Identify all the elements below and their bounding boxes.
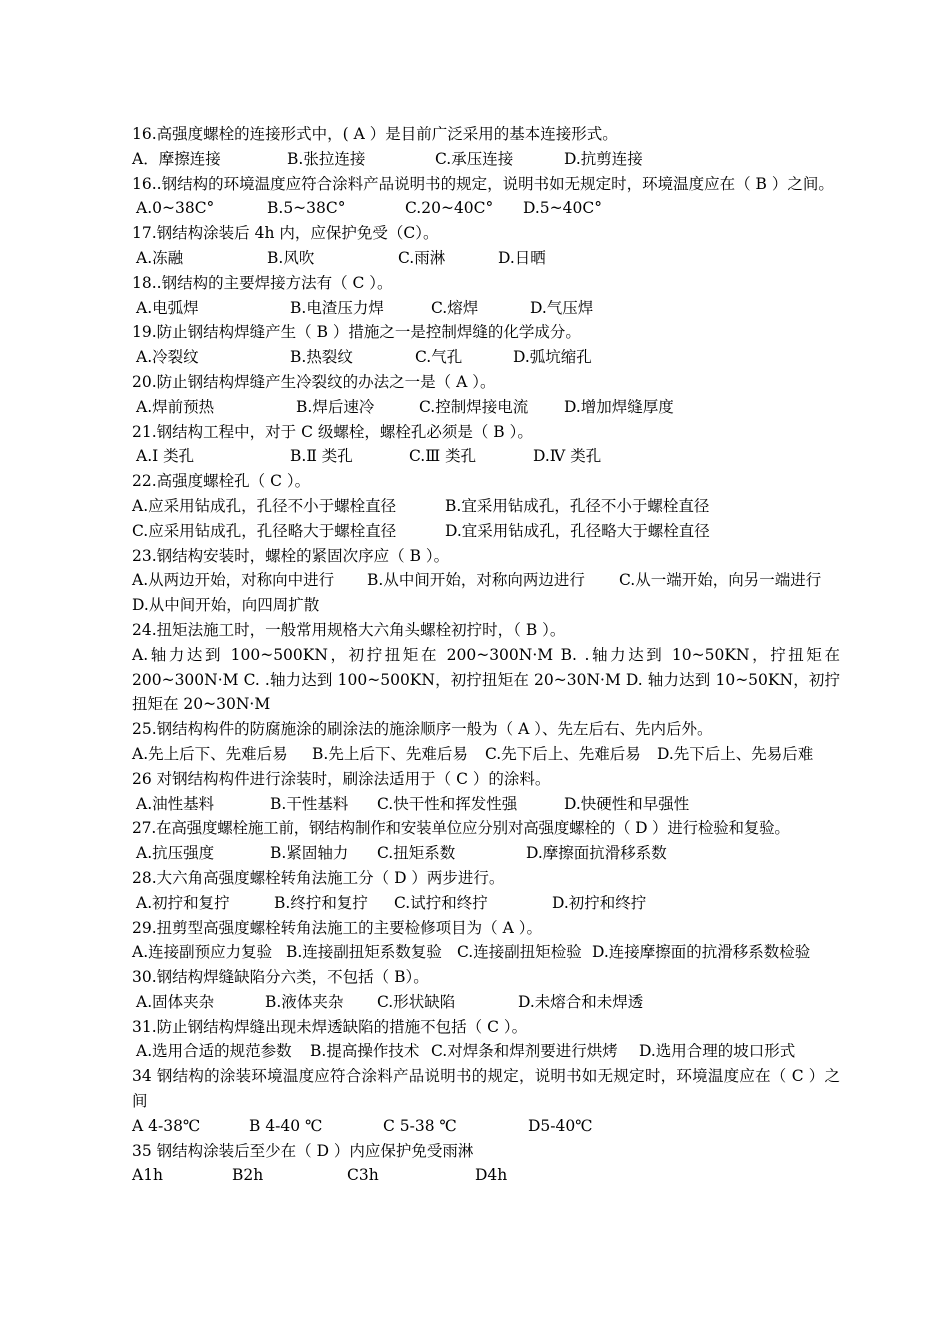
option-d: D.初拧和终拧: [552, 893, 647, 912]
option-d: D.气压焊: [530, 298, 594, 317]
options-21: [132, 444, 840, 469]
option-a: A.选用合适的规范参数: [136, 1042, 292, 1061]
options-22-row2: [132, 519, 840, 544]
question-28: 28.大六角高强度螺栓转角法施工分（ D ）两步进行。: [132, 868, 505, 887]
option-c: C.试拧和终拧: [394, 893, 488, 912]
option-c: C.控制焊接电流: [419, 397, 529, 416]
option-c: C.承压连接: [435, 149, 514, 168]
options-29: [132, 940, 840, 965]
option-d: D.Ⅳ 类孔: [533, 447, 602, 466]
options-16b: [132, 196, 840, 221]
option-c: C.对焊条和焊剂要进行烘烤: [431, 1042, 618, 1061]
question-29: 29.扭剪型高强度螺栓转角法施工的主要检修项目为（ A ）。: [132, 918, 542, 937]
option-a: A.冻融: [136, 248, 184, 267]
option-b: B.干性基料: [270, 794, 349, 813]
option-d: D.快硬性和早强性: [564, 794, 690, 813]
option-a: A.冷裂纹: [136, 348, 199, 367]
options-22-row1: [132, 494, 840, 519]
option-d: D.增加焊缝厚度: [564, 397, 674, 416]
option-c: C.扭矩系数: [377, 844, 456, 863]
option-c: C.熔焊: [431, 298, 479, 317]
options-35: [132, 1163, 840, 1188]
option-d: D.先下后上、先易后难: [657, 744, 814, 763]
options-17: [132, 246, 840, 271]
option-c: C3h: [347, 1166, 379, 1185]
question-24: 24.扭矩法施工时，一般常用规格大六角头螺栓初拧时，（ B ）。: [132, 620, 566, 639]
option-d: D.选用合理的坡口形式: [639, 1042, 796, 1061]
option-c: C.20~40C°: [405, 199, 494, 218]
option-b: B.热裂纹: [290, 348, 353, 367]
option-b: B.5~38C°: [267, 199, 346, 218]
option-c: C.连接副扭矩检验: [457, 943, 582, 962]
option-c: C.气孔: [415, 348, 463, 367]
option-d: D.5~40C°: [523, 199, 602, 218]
option-b: B.从中间开始，对称向两边进行: [367, 571, 585, 590]
options-16a: [132, 147, 840, 172]
option-c: C.雨淋: [398, 248, 446, 267]
option-a: A.油性基料: [136, 794, 215, 813]
option-a: A.从两边开始，对称向中进行: [132, 571, 335, 590]
question-35: 35 钢结构涂装后至少在（ D ）内应保护免受雨淋: [132, 1141, 474, 1160]
option-b: B.液体夹杂: [265, 992, 344, 1011]
option-a: A.初拧和复拧: [136, 893, 230, 912]
question-18: 18..钢结构的主要焊接方法有（ C ）。: [132, 273, 393, 292]
option-c: C.应采用钻成孔，孔径略大于螺栓直径: [132, 521, 397, 540]
option-d: D.连接摩擦面的抗滑移系数检验: [592, 943, 811, 962]
option-c: C.形状缺陷: [377, 992, 456, 1011]
option-d: D.抗剪连接: [564, 149, 643, 168]
question-27: 27.在高强度螺栓施工前，钢结构制作和安装单位应分别对高强度螺栓的（ D ）进行检验和复验。: [132, 819, 790, 838]
option-b: B.张拉连接: [287, 149, 366, 168]
options-34: [132, 1114, 840, 1139]
options-30: [132, 990, 840, 1015]
option-d: D4h: [475, 1166, 508, 1185]
option-a: A 4-38℃: [132, 1116, 201, 1135]
question-16b: 16..钢结构的环境温度应符合涂料产品说明书的规定，说明书如无规定时，环境温度应在（ B ）之间。: [132, 174, 834, 193]
options-28: [132, 891, 840, 916]
option-c: C 5-38 ℃: [383, 1116, 457, 1135]
option-c: C.快干性和挥发性强: [377, 794, 518, 813]
option-a: A.0~38C°: [136, 199, 215, 218]
question-26: 26 对钢结构构件进行涂装时，刷涂法适用于（ C ）的涂料。: [132, 769, 551, 788]
option-a: A1h: [132, 1166, 164, 1185]
option-d: D.宜采用钻成孔，孔径略大于螺栓直径: [445, 521, 710, 540]
question-23: 23.钢结构安装时，螺栓的紧固次序应（ B ）。: [132, 546, 450, 565]
document-page: [132, 122, 840, 1188]
question-31: 31.防止钢结构焊缝出现未焊透缺陷的措施不包括（ C ）。: [132, 1017, 528, 1036]
option-c: C.Ⅲ 类孔: [409, 447, 477, 466]
option-b: B.连接副扭矩系数复验: [286, 943, 442, 962]
option-d: D5-40℃: [528, 1116, 593, 1135]
option-a: A.抗压强度: [136, 844, 215, 863]
option-a: A.先上后下、先难后易: [132, 744, 288, 763]
options-24: A.轴力达到 100~500KN，初拧扭矩在 200~300N·M B. .轴力达到 10~50KN，拧扭矩在 200~300N·M C. .轴力达到 100~500KN，初拧扭矩在 20~30N·M D. 轴力达到 10~50KN，初拧扭矩在 20~30N·M: [132, 645, 840, 714]
option-d: D.日晒: [498, 248, 546, 267]
option-b: B.Ⅱ 类孔: [290, 447, 353, 466]
question-17: 17.钢结构涂装后 4h 内，应保护免受（C）。: [132, 224, 439, 243]
question-20: 20.防止钢结构焊缝产生冷裂纹的办法之一是（ A ）。: [132, 372, 496, 391]
option-a: A.Ⅰ 类孔: [136, 447, 195, 466]
option-b: B.宜采用钻成孔，孔径不小于螺栓直径: [445, 496, 710, 515]
option-b: B.电渣压力焊: [290, 298, 384, 317]
option-a: A.应采用钻成孔，孔径不小于螺栓直径: [132, 496, 397, 515]
option-b: B.焊后速冷: [296, 397, 375, 416]
question-21: 21.钢结构工程中，对于 C 级螺栓，螺栓孔必须是（ B ）。: [132, 422, 533, 441]
option-b: B 4-40 ℃: [249, 1116, 323, 1135]
option-b: B.风吹: [267, 248, 315, 267]
options-20: [132, 395, 840, 420]
option-c: C.从一端开始，向另一端进行: [619, 571, 822, 590]
option-a: A.焊前预热: [136, 397, 215, 416]
option-d: D.未熔合和未焊透: [518, 992, 644, 1011]
question-25: 25.钢结构构件的防腐施涂的刷涂法的施涂顺序一般为（ A ）、先左后右、先内后外。: [132, 720, 713, 739]
option-b: B.先上后下、先难后易: [312, 744, 468, 763]
options-18: [132, 296, 840, 321]
option-d: D.弧坑缩孔: [513, 348, 592, 367]
option-b: B.提高操作技术: [310, 1042, 420, 1061]
options-19: [132, 345, 840, 370]
option-b: B.紧固轴力: [270, 844, 349, 863]
options-25: [132, 742, 840, 767]
option-c: C.先下后上、先难后易: [485, 744, 641, 763]
question-16a: 16.高强度螺栓的连接形式中，( A ）是目前广泛采用的基本连接形式。: [132, 125, 618, 143]
question-19: 19.防止钢结构焊缝产生（ B ）措施之一是控制焊缝的化学成分。: [132, 323, 581, 342]
option-a: A.固体夹杂: [136, 992, 215, 1011]
options-31: [132, 1039, 840, 1064]
option-a: A.连接副预应力复验: [132, 943, 273, 962]
options-23-row1: [132, 568, 840, 593]
question-22: 22.高强度螺栓孔（ C ）。: [132, 472, 311, 491]
option-a: A．摩擦连接: [132, 149, 221, 168]
option-d: D.摩擦面抗滑移系数: [526, 844, 667, 863]
options-26: [132, 792, 840, 817]
option-d: D.从中间开始，向四周扩散: [132, 596, 320, 615]
option-a: A.电弧焊: [136, 298, 199, 317]
options-23-row2: [132, 593, 840, 618]
options-27: [132, 841, 840, 866]
option-b: B.终拧和复拧: [274, 893, 368, 912]
question-30: 30.钢结构焊缝缺陷分六类，不包括（ B）。: [132, 968, 429, 987]
question-34: 34 钢结构的涂装环境温度应符合涂料产品说明书的规定，说明书如无规定时，环境温度应在（ C ）之间: [132, 1067, 840, 1111]
option-b: B2h: [232, 1166, 264, 1185]
